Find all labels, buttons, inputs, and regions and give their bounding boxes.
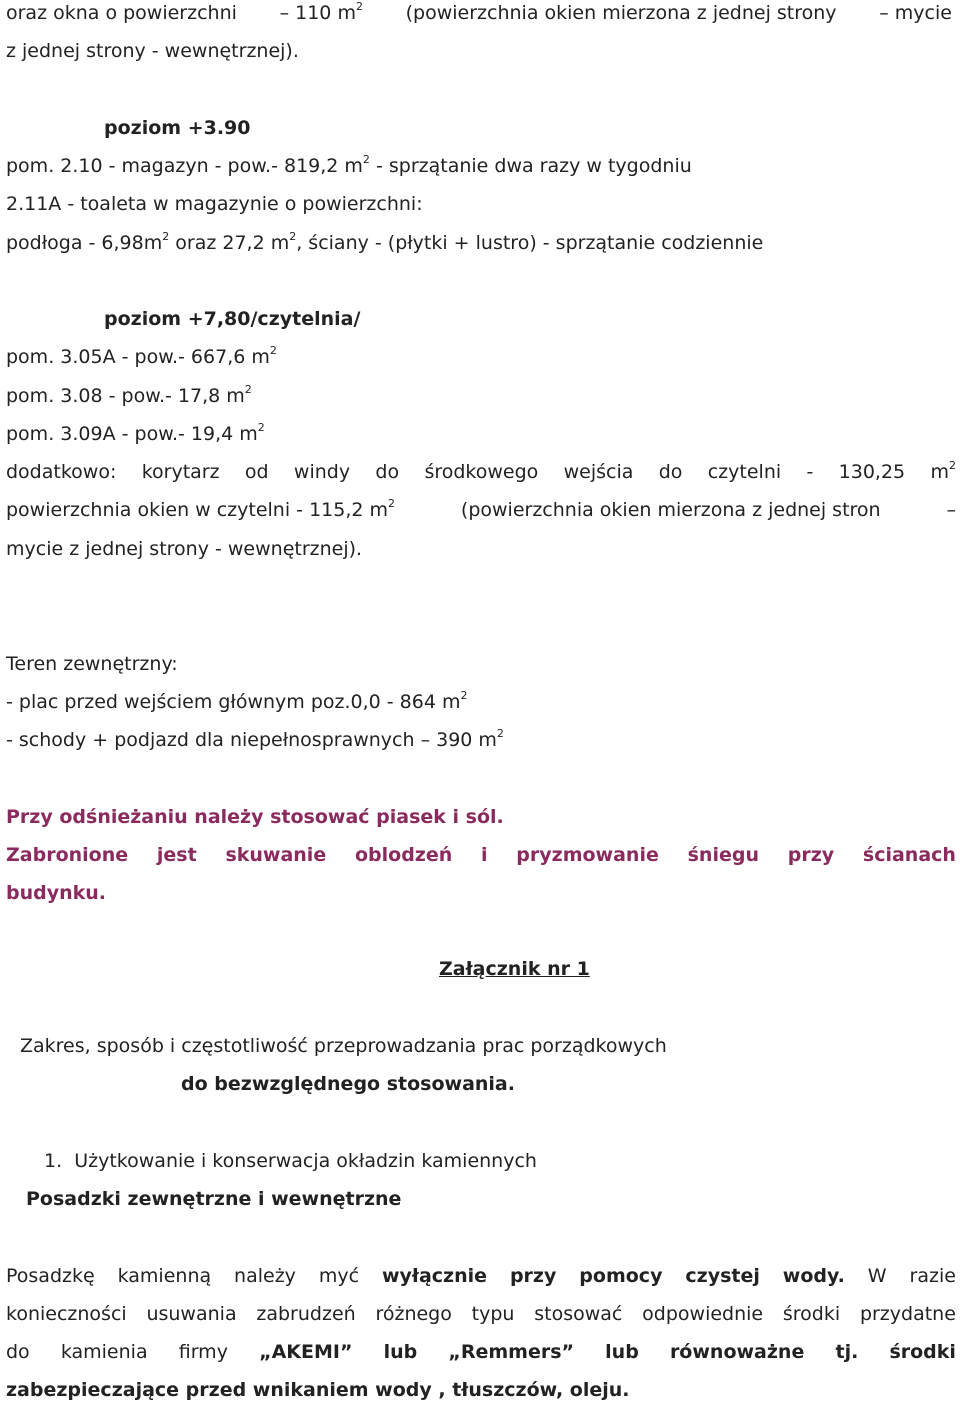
annex-title: Załącznik nr 1 — [439, 958, 590, 980]
exterior-item-plac: - plac przed wejściem głównym poz.0,0 - 864 $m^2$ — [6, 689, 468, 713]
windows-line: powierzchnia okien w czytelni - 115,2 $m^2$ (powierzchnia okien mierzona z jednej stron – — [6, 497, 956, 521]
room-2-11a-surfaces: podłoga - $6,98m^2$ oraz 27,2 $m^2$, ściany - (płytki + lustro) - sprzątanie codziennie — [6, 230, 764, 254]
level-780-heading: poziom +7,80/czytelnia/ — [104, 308, 361, 330]
body-line-4: zabezpieczające przed wnikaniem wody , tłuszczów, oleju. — [6, 1379, 630, 1401]
warning-line-3: budynku. — [6, 882, 107, 904]
room-3-08: pom. 3.08 - pow.- 17,8 $m^2$ — [6, 383, 252, 407]
section-heading: Posadzki zewnętrzne i wewnętrzne — [26, 1188, 402, 1210]
exterior-item-schody: - schody + podjazd dla niepełnosprawnych – 390 $m^2$ — [6, 727, 504, 751]
room-3-05a: pom. 3.05A - pow.- 667,6 $m^2$ — [6, 344, 277, 368]
text-span: oraz okna o powierzchni — [6, 2, 237, 24]
body-line-2: konieczności usuwania zabrudzeń różnego typu stosować odpowiednie środki przydatne — [6, 1303, 956, 1325]
annex-subtitle-2: do bezwzględnego stosowania. — [181, 1073, 515, 1095]
annex-item-1 — [44, 1150, 537, 1172]
item-text: Użytkowanie i konserwacja okładzin kamiennych — [74, 1150, 537, 1172]
windows-line-2: mycie z jednej strony - wewnętrznej). — [6, 538, 363, 560]
text-span: – mycie — [879, 2, 952, 24]
level-390-heading: poziom +3.90 — [104, 117, 251, 139]
text-span: – 110 $m^2$ — [279, 0, 363, 24]
exterior-heading: Teren zewnętrzny: — [6, 653, 178, 675]
corridor-line: dodatkowo: korytarz od windy do środkowego wejścia do czytelni - 130,25 $m^2$ — [6, 459, 956, 483]
item-number: 1. — [44, 1150, 63, 1172]
room-2-10: pom. 2.10 - magazyn - pow.- 819,2 $m^2$ - sprzątanie dwa razy w tygodniu — [6, 153, 692, 177]
intro-line-1 — [6, 2, 952, 24]
annex-subtitle: Zakres, sposób i częstotliwość przeprowadzania prac porządkowych — [20, 1035, 667, 1057]
warning-line-1: Przy odśnieżaniu należy stosować piasek i sól. — [6, 806, 504, 828]
body-line-1: Posadzkę kamienną należy myć wyłącznie przy pomocy czystej wody. W razie — [6, 1265, 956, 1287]
warning-line-2: Zabronione jest skuwanie oblodzeń i pryzmowanie śniegu przy ścianach — [6, 844, 956, 866]
room-2-11a: 2.11A - toaleta w magazynie o powierzchni: — [6, 193, 423, 215]
room-3-09a: pom. 3.09A - pow.- 19,4 $m^2$ — [6, 421, 265, 445]
text-span: (powierzchnia okien mierzona z jednej strony — [405, 2, 837, 24]
body-line-3: do kamienia firmy „AKEMI” lub „Remmers” lub równoważne tj. środki — [6, 1341, 956, 1363]
intro-line-2: z jednej strony - wewnętrznej). — [6, 40, 299, 62]
